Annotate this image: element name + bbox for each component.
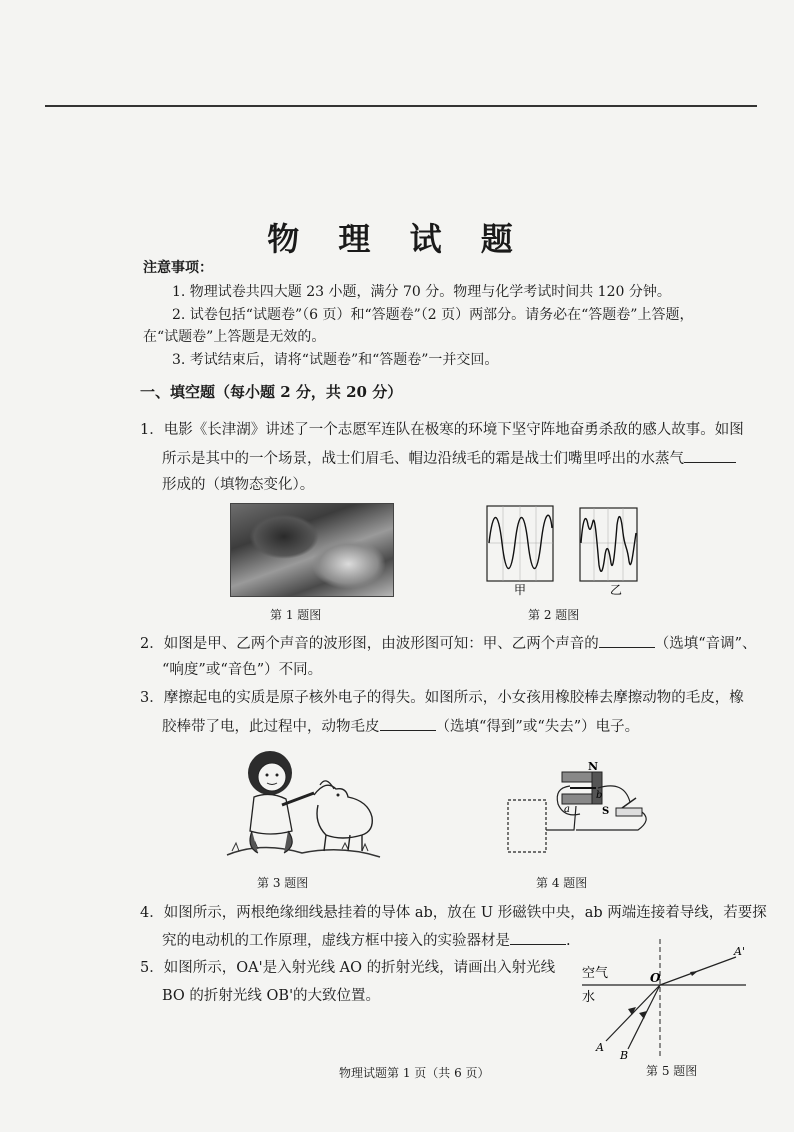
conductor-a-label: a xyxy=(564,804,570,815)
conductor-b-label: b xyxy=(596,790,603,801)
q2-line1-tail: （选填“音调”、 xyxy=(654,636,757,652)
motor-experiment-diagram xyxy=(498,758,658,862)
notice-item-2: 2. 试卷包括“试题卷”（6 页）和“答题卷”（2 页）两部分。请务必在“答题卷”上答题， xyxy=(172,307,694,323)
q3-line1: 3．摩擦起电的实质是原子核外电子的得失。如图所示，小女孩用橡胶棒去摩擦动物的毛皮，橡 xyxy=(140,690,744,706)
film-scene-photo xyxy=(230,503,394,597)
q1-line3: 形成的（填物态变化）。 xyxy=(162,477,315,493)
girl-rubbing-dog-illustration xyxy=(222,745,384,863)
caption-fig1: 第 1 题图 xyxy=(270,608,322,622)
magnet-n-label: N xyxy=(588,760,599,773)
q1-line2 xyxy=(162,448,736,469)
magnet-s-label: S xyxy=(602,806,610,817)
unknown-device-box xyxy=(508,800,546,852)
q3-line2-tail: （选填“得到”或“失去”）电子。 xyxy=(435,719,640,735)
caption-fig5: 第 5 题图 xyxy=(646,1064,698,1078)
notice-item-2-cont: 在“试题卷”上答题是无效的。 xyxy=(143,329,326,345)
label-yi: 乙 xyxy=(610,583,623,597)
refraction-diagram xyxy=(574,935,756,1063)
point-b-label: B xyxy=(620,1049,629,1062)
q4-line1: 4．如图所示，两根绝缘细线悬挂着的导体 ab，放在 U 形磁铁中央，ab 两端连接着导线，若要探 xyxy=(140,905,767,921)
q4-line2 xyxy=(162,930,571,951)
section-heading: 一、填空题（每小题 2 分，共 20 分） xyxy=(140,383,403,401)
notice-heading: 注意事项： xyxy=(143,260,213,276)
q5-line1: 5．如图所示，OA'是入射光线 AO 的折射光线，请画出入射光线 xyxy=(140,960,556,976)
switch-icon xyxy=(616,808,642,816)
q2-line2: “响度”或“音色”）不同。 xyxy=(162,662,323,678)
q1-line1: 1．电影《长津湖》讲述了一个志愿军连队在极寒的环境下坚守阵地奋勇杀敌的感人故事。如图 xyxy=(140,422,744,438)
point-o-label: O xyxy=(650,971,661,985)
waveform-jia xyxy=(487,506,553,581)
air-label: 空气 xyxy=(582,966,609,981)
caption-fig3: 第 3 题图 xyxy=(257,876,309,890)
q2-line1-text: 2．如图是甲、乙两个声音的波形图，由波形图可知：甲、乙两个声音的 xyxy=(140,636,599,652)
waveform-figure xyxy=(484,503,642,598)
water-label: 水 xyxy=(582,990,596,1005)
point-a-label: A xyxy=(596,1041,604,1054)
q5-line2: BO 的折射光线 OB'的大致位置。 xyxy=(162,988,381,1004)
caption-fig4: 第 4 题图 xyxy=(536,876,588,890)
q3-line2-text: 胶棒带了电，此过程中，动物毛皮 xyxy=(162,719,380,735)
q4-line2-text: 究的电动机的工作原理，虚线方框中接入的实验器材是 xyxy=(162,933,510,949)
answer-blank-q1[interactable] xyxy=(684,448,736,463)
q1-line2-text: 所示是其中的一个场景，战士们眉毛、帽边沿绒毛的霜是战士们嘴里呼出的水蒸气 xyxy=(162,451,684,467)
label-jia: 甲 xyxy=(514,583,527,597)
top-rule xyxy=(45,105,757,107)
q3-line2 xyxy=(162,716,639,737)
notice-item-3: 3. 考试结束后，请将“试题卷”和“答题卷”一并交回。 xyxy=(172,352,499,368)
q2-line1 xyxy=(140,633,757,654)
answer-blank-q4[interactable] xyxy=(510,930,566,945)
point-a-prime-label: A' xyxy=(734,945,745,958)
page-footer: 物理试题第 1 页（共 6 页） xyxy=(339,1066,490,1080)
answer-blank-q3[interactable] xyxy=(380,716,436,731)
notice-item-1: 1. 物理试卷共四大题 23 小题，满分 70 分。物理与化学考试时间共 120 分钟。 xyxy=(172,284,671,300)
caption-fig2: 第 2 题图 xyxy=(528,608,580,622)
answer-blank-q2[interactable] xyxy=(599,633,655,648)
waveform-yi xyxy=(580,508,637,581)
q4-line2-tail: . xyxy=(566,933,571,949)
page-title: 物 理 试 题 xyxy=(267,220,527,258)
